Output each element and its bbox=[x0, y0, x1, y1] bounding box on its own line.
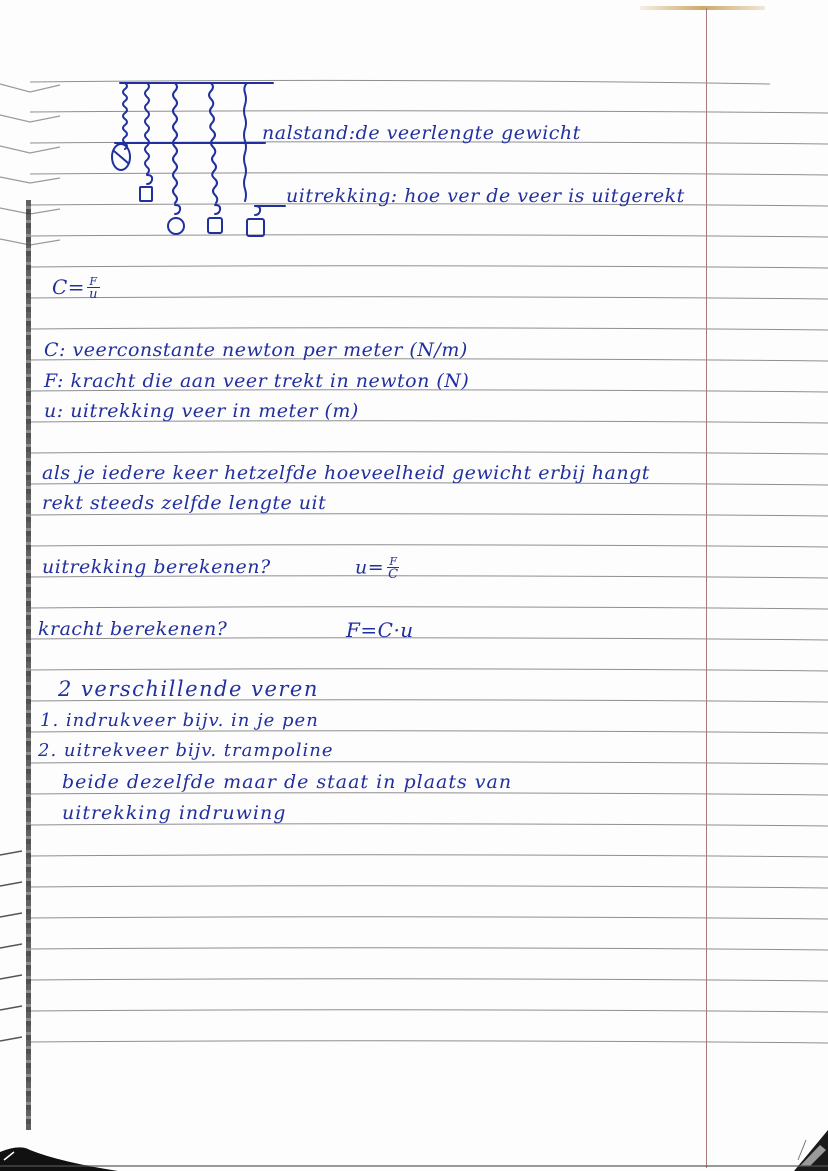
main-formula-denominator: u bbox=[89, 287, 98, 302]
calc-extension-denominator: C bbox=[388, 567, 399, 582]
scan-corner-fold-right bbox=[780, 1110, 828, 1171]
calc-force-formula: F=C·u bbox=[346, 618, 414, 642]
calc-extension-numerator: F bbox=[389, 555, 398, 568]
page-bottom-edge bbox=[0, 1165, 828, 1167]
springs-note-line-1: beide dezelfde maar de staat in plaats van bbox=[62, 771, 513, 793]
definition-u bbox=[44, 402, 359, 421]
calc-extension-formula bbox=[355, 556, 401, 581]
observation-line-1: als je iedere keer hetzelfde hoeveelheid gewicht erbij hangt bbox=[42, 462, 650, 484]
calc-force-question: kracht berekenen? bbox=[38, 618, 228, 640]
springs-note-line-2: uitrekking indruwing bbox=[62, 802, 287, 824]
main-formula-lhs: C= bbox=[52, 275, 86, 299]
page-edge-shadow bbox=[640, 6, 765, 10]
calc-extension-fraction bbox=[386, 556, 400, 581]
definition-symbol: u: bbox=[44, 400, 64, 422]
main-formula-numerator: F bbox=[89, 275, 98, 288]
springs-item-1: 1. indrukveer bijv. in je pen bbox=[40, 710, 319, 731]
main-formula-fraction bbox=[87, 276, 100, 301]
definition-symbol: C: bbox=[44, 339, 66, 361]
definition-c bbox=[44, 341, 468, 360]
margin-line bbox=[706, 8, 707, 1168]
definition-symbol: F: bbox=[44, 370, 64, 392]
calc-extension-lhs: u= bbox=[355, 556, 385, 579]
springs-item-2: 2. uitrekveer bijv. trampoline bbox=[38, 740, 334, 761]
label-rest-position: nalstand:de veerlengte gewicht bbox=[262, 122, 581, 144]
spring-diagram bbox=[95, 75, 295, 250]
observation-line-2: rekt steeds zelfde lengte uit bbox=[42, 492, 327, 514]
definition-f bbox=[44, 372, 469, 391]
label-extension: uitrekking: hoe ver de veer is uitgerekt bbox=[286, 185, 685, 207]
definition-text: veerconstante newton per meter (N/m) bbox=[72, 339, 468, 361]
definition-text: uitrekking veer in meter (m) bbox=[70, 400, 359, 422]
calc-extension-question: uitrekking berekenen? bbox=[42, 556, 271, 578]
definition-text: kracht die aan veer trekt in newton (N) bbox=[70, 370, 470, 392]
notebook-binding bbox=[26, 200, 31, 1130]
main-formula bbox=[52, 276, 100, 301]
springs-heading: 2 verschillende veren bbox=[58, 677, 319, 701]
